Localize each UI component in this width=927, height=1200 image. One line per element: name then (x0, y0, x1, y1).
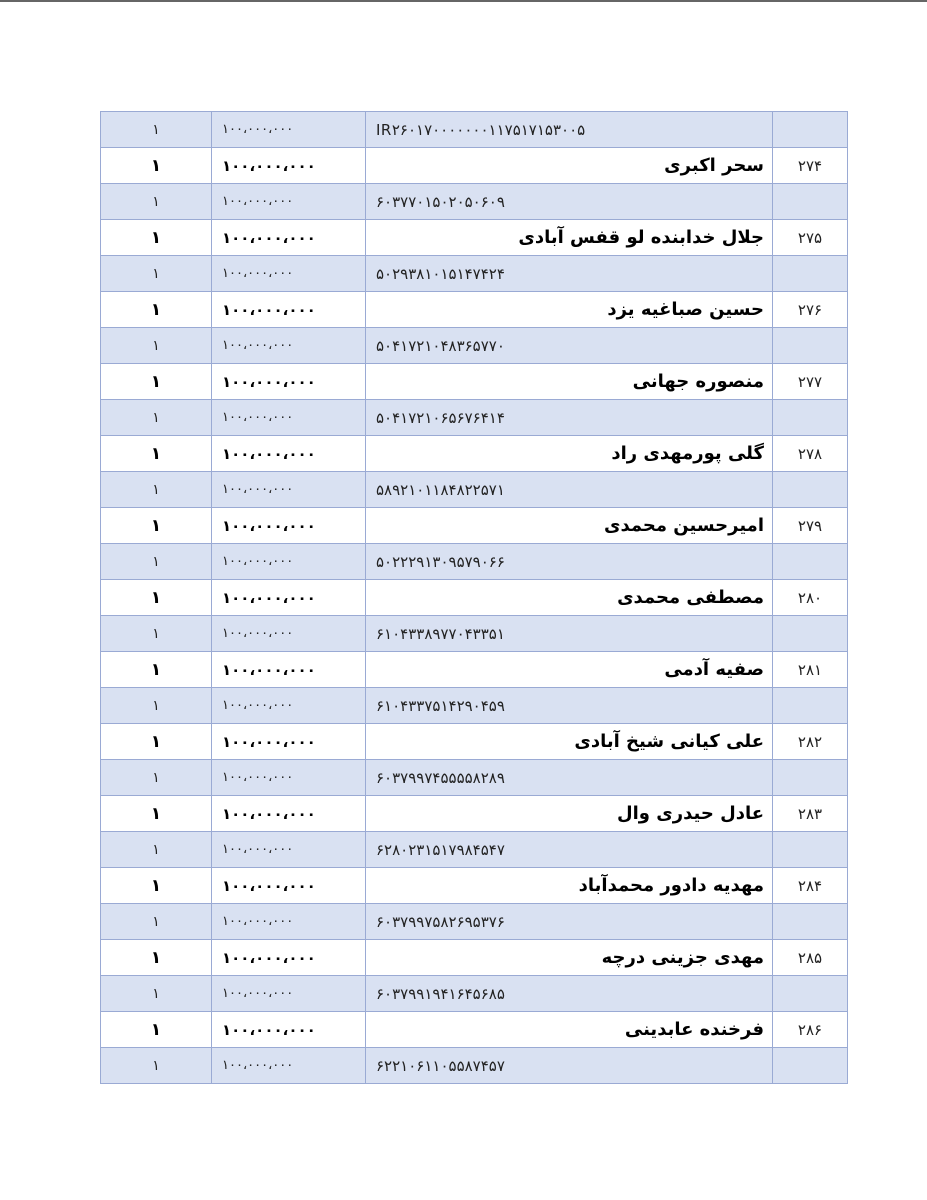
amount-cell: ۱۰۰،۰۰۰،۰۰۰ (212, 256, 366, 292)
recipient-name-cell: مصطفی محمدی (366, 580, 773, 616)
account-row (101, 256, 848, 292)
row-number-cell (773, 832, 848, 868)
count-cell: ۱ (101, 292, 212, 328)
amount-cell: ۱۰۰،۰۰۰،۰۰۰ (212, 148, 366, 184)
count-cell: ۱ (101, 652, 212, 688)
amount-cell: ۱۰۰،۰۰۰،۰۰۰ (212, 796, 366, 832)
account-row (101, 616, 848, 652)
count-cell: ۱ (101, 1012, 212, 1048)
account-row (101, 400, 848, 436)
amount-cell: ۱۰۰،۰۰۰،۰۰۰ (212, 400, 366, 436)
recipient-name-cell: فرخنده عابدینی (366, 1012, 773, 1048)
count-cell: ۱ (101, 436, 212, 472)
amount-cell: ۱۰۰،۰۰۰،۰۰۰ (212, 1048, 366, 1084)
account-row (101, 112, 848, 148)
name-row (101, 796, 848, 832)
recipient-name-cell: سحر اکبری (366, 148, 773, 184)
amount-cell: ۱۰۰،۰۰۰،۰۰۰ (212, 760, 366, 796)
count-cell: ۱ (101, 832, 212, 868)
row-number-cell (773, 256, 848, 292)
count-cell: ۱ (101, 796, 212, 832)
name-row (101, 724, 848, 760)
amount-cell: ۱۰۰،۰۰۰،۰۰۰ (212, 940, 366, 976)
recipient-name-cell: منصوره جهانی (366, 364, 773, 400)
account-number-cell: IR۲۶۰۱۷۰۰۰۰۰۰۰۱۱۷۵۱۷۱۵۳۰۰۵ (366, 112, 773, 148)
amount-cell: ۱۰۰،۰۰۰،۰۰۰ (212, 868, 366, 904)
name-row (101, 148, 848, 184)
count-cell: ۱ (101, 868, 212, 904)
count-cell: ۱ (101, 364, 212, 400)
row-number-cell: ۲۸۲ (773, 724, 848, 760)
name-row (101, 868, 848, 904)
row-number-cell: ۲۷۴ (773, 148, 848, 184)
row-number-cell: ۲۷۶ (773, 292, 848, 328)
amount-cell: ۱۰۰،۰۰۰،۰۰۰ (212, 688, 366, 724)
account-row (101, 688, 848, 724)
amount-cell: ۱۰۰،۰۰۰،۰۰۰ (212, 832, 366, 868)
row-number-cell: ۲۸۱ (773, 652, 848, 688)
recipient-name-cell: امیرحسین محمدی (366, 508, 773, 544)
recipient-name-cell: جلال خدابنده لو قفس آبادی (366, 220, 773, 256)
row-number-cell: ۲۸۶ (773, 1012, 848, 1048)
row-number-cell: ۲۸۴ (773, 868, 848, 904)
account-number-cell: ۵۰۴۱۷۲۱۰۴۸۳۶۵۷۷۰ (366, 328, 773, 364)
account-number-cell: ۶۲۸۰۲۳۱۵۱۷۹۸۴۵۴۷ (366, 832, 773, 868)
amount-cell: ۱۰۰،۰۰۰،۰۰۰ (212, 1012, 366, 1048)
account-number-cell: ۶۰۳۷۹۹۷۵۸۲۶۹۵۳۷۶ (366, 904, 773, 940)
name-row (101, 1012, 848, 1048)
row-number-cell (773, 688, 848, 724)
count-cell: ۱ (101, 724, 212, 760)
count-cell: ۱ (101, 616, 212, 652)
recipient-name-cell: حسین صباغیه یزد (366, 292, 773, 328)
account-number-cell: ۵۸۹۲۱۰۱۱۸۴۸۲۲۵۷۱ (366, 472, 773, 508)
row-number-cell (773, 760, 848, 796)
amount-cell: ۱۰۰،۰۰۰،۰۰۰ (212, 472, 366, 508)
row-number-cell (773, 400, 848, 436)
count-cell: ۱ (101, 148, 212, 184)
amount-cell: ۱۰۰،۰۰۰،۰۰۰ (212, 436, 366, 472)
account-number-cell: ۵۰۴۱۷۲۱۰۶۵۶۷۶۴۱۴ (366, 400, 773, 436)
account-row (101, 544, 848, 580)
amount-cell: ۱۰۰،۰۰۰،۰۰۰ (212, 976, 366, 1012)
count-cell: ۱ (101, 112, 212, 148)
count-cell: ۱ (101, 1048, 212, 1084)
count-cell: ۱ (101, 976, 212, 1012)
account-row (101, 328, 848, 364)
count-cell: ۱ (101, 760, 212, 796)
count-cell: ۱ (101, 328, 212, 364)
amount-cell: ۱۰۰،۰۰۰،۰۰۰ (212, 184, 366, 220)
account-number-cell: ۶۱۰۴۳۳۸۹۷۷۰۴۳۳۵۱ (366, 616, 773, 652)
row-number-cell (773, 904, 848, 940)
row-number-cell: ۲۸۰ (773, 580, 848, 616)
row-number-cell (773, 1048, 848, 1084)
count-cell: ۱ (101, 688, 212, 724)
row-number-cell: ۲۷۸ (773, 436, 848, 472)
amount-cell: ۱۰۰،۰۰۰،۰۰۰ (212, 364, 366, 400)
count-cell: ۱ (101, 544, 212, 580)
count-cell: ۱ (101, 508, 212, 544)
amount-cell: ۱۰۰،۰۰۰،۰۰۰ (212, 328, 366, 364)
name-row (101, 652, 848, 688)
row-number-cell (773, 544, 848, 580)
row-number-cell (773, 112, 848, 148)
amount-cell: ۱۰۰،۰۰۰،۰۰۰ (212, 544, 366, 580)
account-row (101, 184, 848, 220)
row-number-cell (773, 184, 848, 220)
amount-cell: ۱۰۰،۰۰۰،۰۰۰ (212, 292, 366, 328)
recipient-name-cell: صفیه آدمی (366, 652, 773, 688)
account-number-cell: ۵۰۲۲۲۹۱۳۰۹۵۷۹۰۶۶ (366, 544, 773, 580)
count-cell: ۱ (101, 904, 212, 940)
account-number-cell: ۶۰۳۷۹۹۷۴۵۵۵۵۸۲۸۹ (366, 760, 773, 796)
count-cell: ۱ (101, 400, 212, 436)
amount-cell: ۱۰۰،۰۰۰،۰۰۰ (212, 652, 366, 688)
row-number-cell: ۲۷۷ (773, 364, 848, 400)
recipient-name-cell: مهدی جزینی درچه (366, 940, 773, 976)
row-number-cell: ۲۸۳ (773, 796, 848, 832)
recipient-name-cell: گلی پورمهدی راد (366, 436, 773, 472)
row-number-cell (773, 328, 848, 364)
name-row (101, 436, 848, 472)
top-rule (0, 0, 927, 2)
account-number-cell: ۶۰۳۷۹۹۱۹۴۱۶۴۵۶۸۵ (366, 976, 773, 1012)
amount-cell: ۱۰۰،۰۰۰،۰۰۰ (212, 724, 366, 760)
count-cell: ۱ (101, 256, 212, 292)
account-row (101, 832, 848, 868)
name-row (101, 220, 848, 256)
count-cell: ۱ (101, 220, 212, 256)
name-row (101, 364, 848, 400)
beneficiary-table (100, 111, 848, 1084)
name-row (101, 580, 848, 616)
amount-cell: ۱۰۰،۰۰۰،۰۰۰ (212, 904, 366, 940)
row-number-cell: ۲۷۹ (773, 508, 848, 544)
amount-cell: ۱۰۰،۰۰۰،۰۰۰ (212, 112, 366, 148)
account-row (101, 472, 848, 508)
recipient-name-cell: مهدیه دادور محمدآباد (366, 868, 773, 904)
name-row (101, 940, 848, 976)
row-number-cell (773, 976, 848, 1012)
count-cell: ۱ (101, 580, 212, 616)
account-number-cell: ۶۰۳۷۷۰۱۵۰۲۰۵۰۶۰۹ (366, 184, 773, 220)
recipient-name-cell: عادل حیدری وال (366, 796, 773, 832)
table-body (101, 112, 848, 1084)
row-number-cell (773, 472, 848, 508)
count-cell: ۱ (101, 184, 212, 220)
row-number-cell: ۲۸۵ (773, 940, 848, 976)
row-number-cell (773, 616, 848, 652)
row-number-cell: ۲۷۵ (773, 220, 848, 256)
name-row (101, 508, 848, 544)
account-row (101, 976, 848, 1012)
recipient-name-cell: علی کیانی شیخ آبادی (366, 724, 773, 760)
amount-cell: ۱۰۰،۰۰۰،۰۰۰ (212, 220, 366, 256)
account-number-cell: ۵۰۲۹۳۸۱۰۱۵۱۴۷۴۲۴ (366, 256, 773, 292)
amount-cell: ۱۰۰،۰۰۰،۰۰۰ (212, 508, 366, 544)
account-row (101, 760, 848, 796)
count-cell: ۱ (101, 940, 212, 976)
account-row (101, 904, 848, 940)
amount-cell: ۱۰۰،۰۰۰،۰۰۰ (212, 580, 366, 616)
amount-cell: ۱۰۰،۰۰۰،۰۰۰ (212, 616, 366, 652)
account-row (101, 1048, 848, 1084)
account-number-cell: ۶۱۰۴۳۳۷۵۱۴۲۹۰۴۵۹ (366, 688, 773, 724)
name-row (101, 292, 848, 328)
account-number-cell: ۶۲۲۱۰۶۱۱۰۵۵۸۷۴۵۷ (366, 1048, 773, 1084)
count-cell: ۱ (101, 472, 212, 508)
